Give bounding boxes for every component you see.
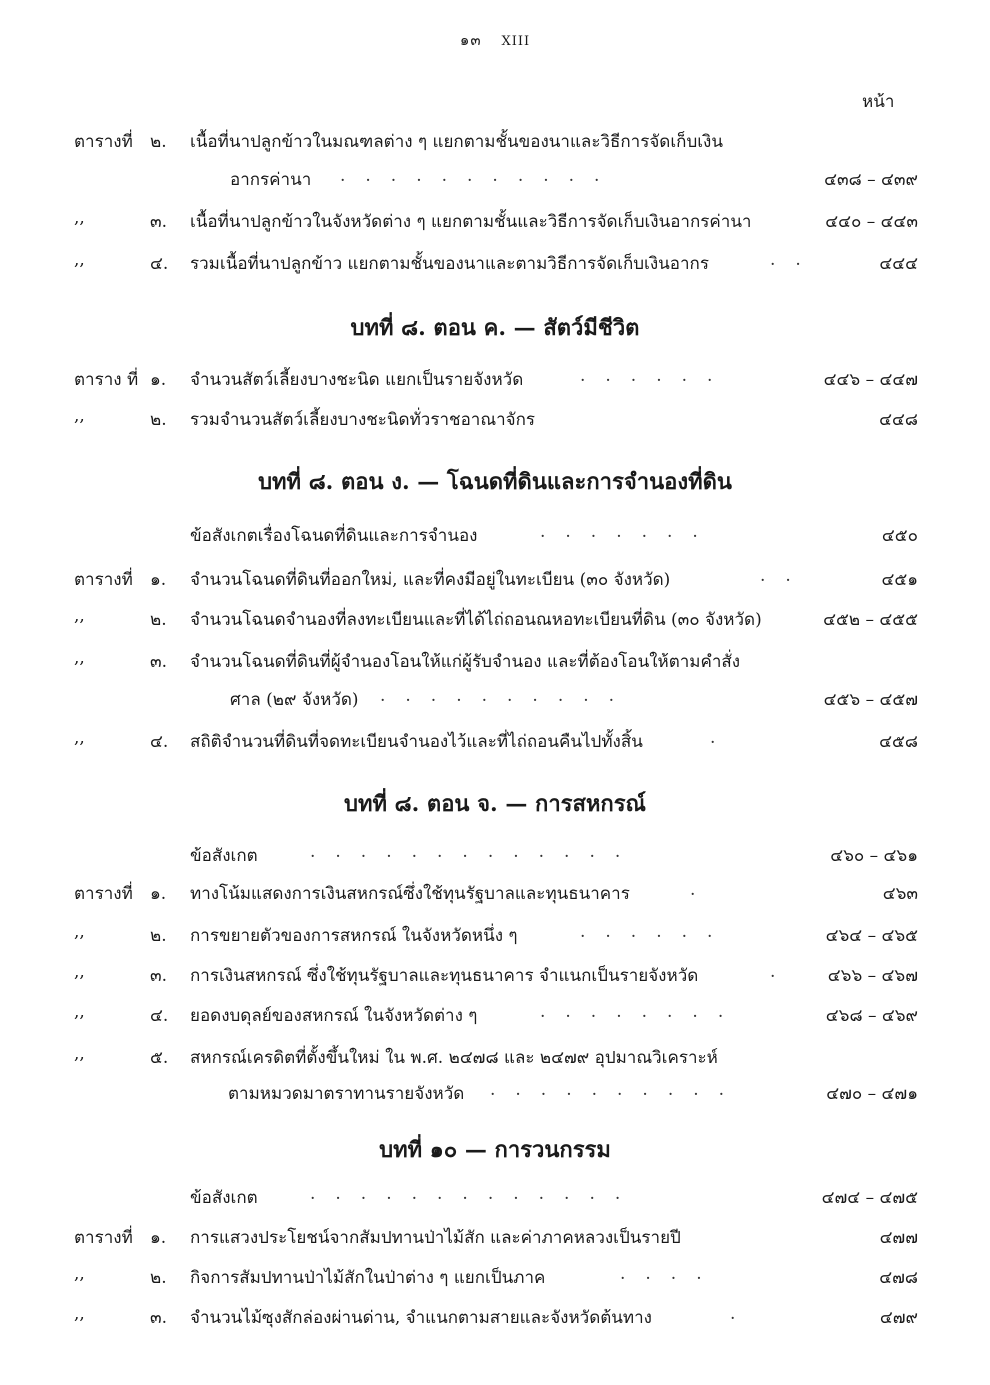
entry-title: กิจการสัมปทานป่าไม้สักในป่าต่าง ๆ แยกเป็นภาค — [190, 1268, 546, 1288]
toc-entry — [0, 1180, 990, 1212]
entry-number: ๑. — [150, 570, 167, 590]
entry-number: ๔. — [150, 732, 169, 752]
toc-entry — [0, 602, 990, 634]
entry-label: ,, — [74, 406, 85, 426]
entry-page: ๔๗๗ — [879, 1228, 918, 1248]
leader-dots: ....... — [540, 522, 718, 542]
entry-number: ๒. — [150, 610, 167, 630]
entry-label: ,, — [74, 1264, 85, 1284]
entry-title: ตามหมวดมาตราทานรายจังหวัด — [228, 1084, 465, 1104]
page-header — [0, 28, 990, 52]
entry-page: ๔๖๘ – ๔๖๙ — [825, 1006, 918, 1026]
leader-dots: ........ — [540, 1002, 744, 1022]
section-heading-land-titles: บทที่ ๘. ตอน ง. — โฉนดที่ดินและการจำนองที่ดิน — [258, 469, 732, 495]
entry-label: ตารางที่ — [74, 884, 133, 904]
toc-entry — [0, 724, 990, 756]
entry-label: ,, — [74, 606, 85, 626]
entry-page: ๔๖๖ – ๔๖๗ — [827, 966, 918, 986]
toc-entry — [0, 362, 990, 394]
entry-page: ๔๖๔ – ๔๖๕ — [825, 926, 918, 946]
leader-dots: .......... — [380, 686, 635, 706]
entry-page: ๔๗๙ — [879, 1308, 918, 1328]
leader-dots: .......... — [490, 1080, 745, 1100]
entry-title: ยอดงบดุลย์ของสหกรณ์ ในจังหวัดต่าง ๆ — [190, 1006, 478, 1026]
entry-number: ๕. — [150, 1048, 169, 1068]
entry-page: ๔๕๖ – ๔๕๗ — [823, 690, 918, 710]
leader-dots: . — [690, 880, 716, 900]
entry-number: ๒. — [150, 132, 167, 152]
entry-number: ๓. — [150, 652, 168, 672]
toc-entry — [0, 958, 990, 990]
entry-title: จำนวนโฉนดจำนองที่ลงทะเบียนและที่ได้ไถ่ถอนณหอทะเบียนที่ดิน (๓๐ จังหวัด) — [190, 610, 762, 630]
toc-entry — [0, 1220, 990, 1252]
entry-title: ข้อสังเกต — [190, 846, 258, 866]
entry-title: สหกรณ์เครดิตที่ตั้งขึ้นใหม่ ใน พ.ศ. ๒๔๗๘ และ ๒๔๗๙ อุปมาณวิเคราะห์ — [190, 1048, 718, 1068]
entry-label: ,, — [74, 208, 85, 228]
entry-title: เนื้อที่นาปลูกข้าวในจังหวัดต่าง ๆ แยกตามชั้นและวิธีการจัดเก็บเงินอากรค่านา — [190, 212, 752, 232]
entry-page: ๔๗๔ – ๔๗๕ — [821, 1188, 918, 1208]
entry-title: ศาล (๒๙ จังหวัด) — [230, 690, 359, 710]
entry-title: จำนวนโฉนดที่ดินที่ออกใหม่, และที่คงมีอยู่ในทะเบียน (๓๐ จังหวัด) — [190, 570, 671, 590]
entry-title: การแสวงประโยชน์จากสัมปทานป่าไม้สัก และค่าภาคหลวงเป็นรายปี — [190, 1228, 681, 1248]
toc-entry — [0, 124, 990, 156]
entry-number: ๒. — [150, 926, 167, 946]
entry-title: จำนวนสัตว์เลี้ยงบางชะนิด แยกเป็นรายจังหวัด — [190, 370, 524, 390]
toc-entry — [0, 876, 990, 908]
leader-dots: .. — [770, 250, 821, 270]
entry-label: ,, — [74, 728, 85, 748]
leader-dots: .. — [760, 566, 811, 586]
entry-label: ,, — [74, 250, 85, 270]
toc-entry — [0, 1076, 990, 1108]
entry-number: ๓. — [150, 212, 168, 232]
entry-title: รวมจำนวนสัตว์เลี้ยงบางชะนิดทั่วราชอาณาจักร — [190, 410, 536, 430]
entry-label: ตารางที่ — [74, 132, 133, 152]
entry-title: การขยายตัวของการสหกรณ์ ในจังหวัดหนึ่ง ๆ — [190, 926, 518, 946]
entry-number: ๑. — [150, 1228, 167, 1248]
toc-entry — [0, 644, 990, 676]
entry-page: ๔๓๘ – ๔๓๙ — [824, 170, 918, 190]
entry-title: รวมเนื้อที่นาปลูกข้าว แยกตามชั้นของนาและตามวิธีการจัดเก็บเงินอากร — [190, 254, 709, 274]
entry-title: การเงินสหกรณ์ ซึ่งใช้ทุนรัฐบาลและทุนธนาคาร จำแนกเป็นรายจังหวัด — [190, 966, 699, 986]
toc-entry — [0, 562, 990, 594]
entry-page: ๔๔๔ — [879, 254, 918, 274]
toc-entry — [0, 838, 990, 870]
entry-page: ๔๕๐ — [881, 526, 918, 546]
entry-number: ๑. — [150, 370, 167, 390]
toc-entry — [0, 682, 990, 714]
entry-label: ตารางที่ — [74, 570, 133, 590]
toc-entry — [0, 1260, 990, 1292]
entry-title: สถิติจำนวนที่ดินที่จดทะเบียนจำนองไว้และที่ไถ่ถอนคืนไปทั้งสิ้น — [190, 732, 643, 752]
section-heading-livestock: บทที่ ๘. ตอน ค. — สัตว์มีชีวิต — [350, 315, 640, 341]
entry-label: ,, — [74, 962, 85, 982]
toc-entry — [0, 918, 990, 950]
entry-page: ๔๗๐ – ๔๗๑ — [826, 1084, 918, 1104]
entry-number: ๓. — [150, 1308, 168, 1328]
toc-entry — [0, 402, 990, 434]
entry-page: ๔๖๐ – ๔๖๑ — [830, 846, 918, 866]
entry-label: ตาราง ที่ — [74, 370, 139, 390]
entry-page: ๔๕๒ – ๔๕๕ — [823, 610, 918, 630]
leader-dots: ............. — [310, 842, 641, 862]
toc-entry — [0, 162, 990, 194]
toc-entry — [0, 204, 990, 236]
entry-page: ๔๖๓ — [882, 884, 918, 904]
entry-label: ,, — [74, 1304, 85, 1324]
entry-page: ๔๕๑ — [881, 570, 918, 590]
toc-entry — [0, 1040, 990, 1072]
leader-dots: .... — [620, 1264, 722, 1284]
section-heading-cooperatives: บทที่ ๘. ตอน จ. — การสหกรณ์ — [344, 791, 646, 817]
toc-entry — [0, 518, 990, 550]
entry-label: ,, — [74, 922, 85, 942]
entry-page: ๔๔๖ – ๔๔๗ — [823, 370, 918, 390]
entry-number: ๒. — [150, 410, 167, 430]
entry-page: ๔๔๐ – ๔๔๓ — [825, 212, 918, 232]
entry-title: เนื้อที่นาปลูกข้าวในมณฑลต่าง ๆ แยกตามชั้นของนาและวิธีการจัดเก็บเงิน — [190, 132, 723, 152]
entry-page: ๔๕๘ — [879, 732, 918, 752]
page-number-thai: ๑๓ — [459, 31, 482, 49]
leader-dots: ...... — [580, 366, 733, 386]
entry-number: ๔. — [150, 254, 169, 274]
entry-number: ๑. — [150, 884, 167, 904]
entry-title: ข้อสังเกต — [190, 1188, 258, 1208]
entry-title: จำนวนโฉนดที่ดินที่ผู้จำนองโอนให้แก่ผู้รับจำนอง และที่ต้องโอนให้ตามคำสั่ง — [190, 652, 741, 672]
leader-dots: . — [770, 962, 796, 982]
entry-number: ๒. — [150, 1268, 167, 1288]
page-column-label: หน้า — [862, 92, 895, 112]
entry-title: ข้อสังเกตเรื่องโฉนดที่ดินและการจำนอง — [190, 526, 478, 546]
entry-number: ๔. — [150, 1006, 169, 1026]
leader-dots: ........... — [340, 166, 620, 186]
entry-page: ๔๔๘ — [879, 410, 918, 430]
entry-page: ๔๗๘ — [879, 1268, 918, 1288]
entry-label: ,, — [74, 648, 85, 668]
section-heading-forestry: บทที่ ๑๐ — การวนกรรม — [379, 1137, 611, 1163]
leader-dots: ............. — [310, 1184, 641, 1204]
page-number-roman: XIII — [501, 34, 531, 49]
toc-entry — [0, 1300, 990, 1332]
entry-title: ทางโน้มแสดงการเงินสหกรณ์ซึ่งใช้ทุนรัฐบาลและทุนธนาคาร — [190, 884, 630, 904]
entry-label: ตารางที่ — [74, 1228, 133, 1248]
leader-dots: . — [730, 1304, 756, 1324]
entry-number: ๓. — [150, 966, 168, 986]
toc-entry — [0, 246, 990, 278]
entry-title: อากรค่านา — [230, 170, 312, 190]
leader-dots: ...... — [580, 922, 733, 942]
entry-label: ,, — [74, 1002, 85, 1022]
leader-dots: . — [710, 728, 736, 748]
entry-title: จำนวนไม้ซุงสักล่องผ่านด่าน, จำแนกตามสายและจังหวัดต้นทาง — [190, 1308, 652, 1328]
toc-entry — [0, 998, 990, 1030]
entry-label: ,, — [74, 1044, 85, 1064]
